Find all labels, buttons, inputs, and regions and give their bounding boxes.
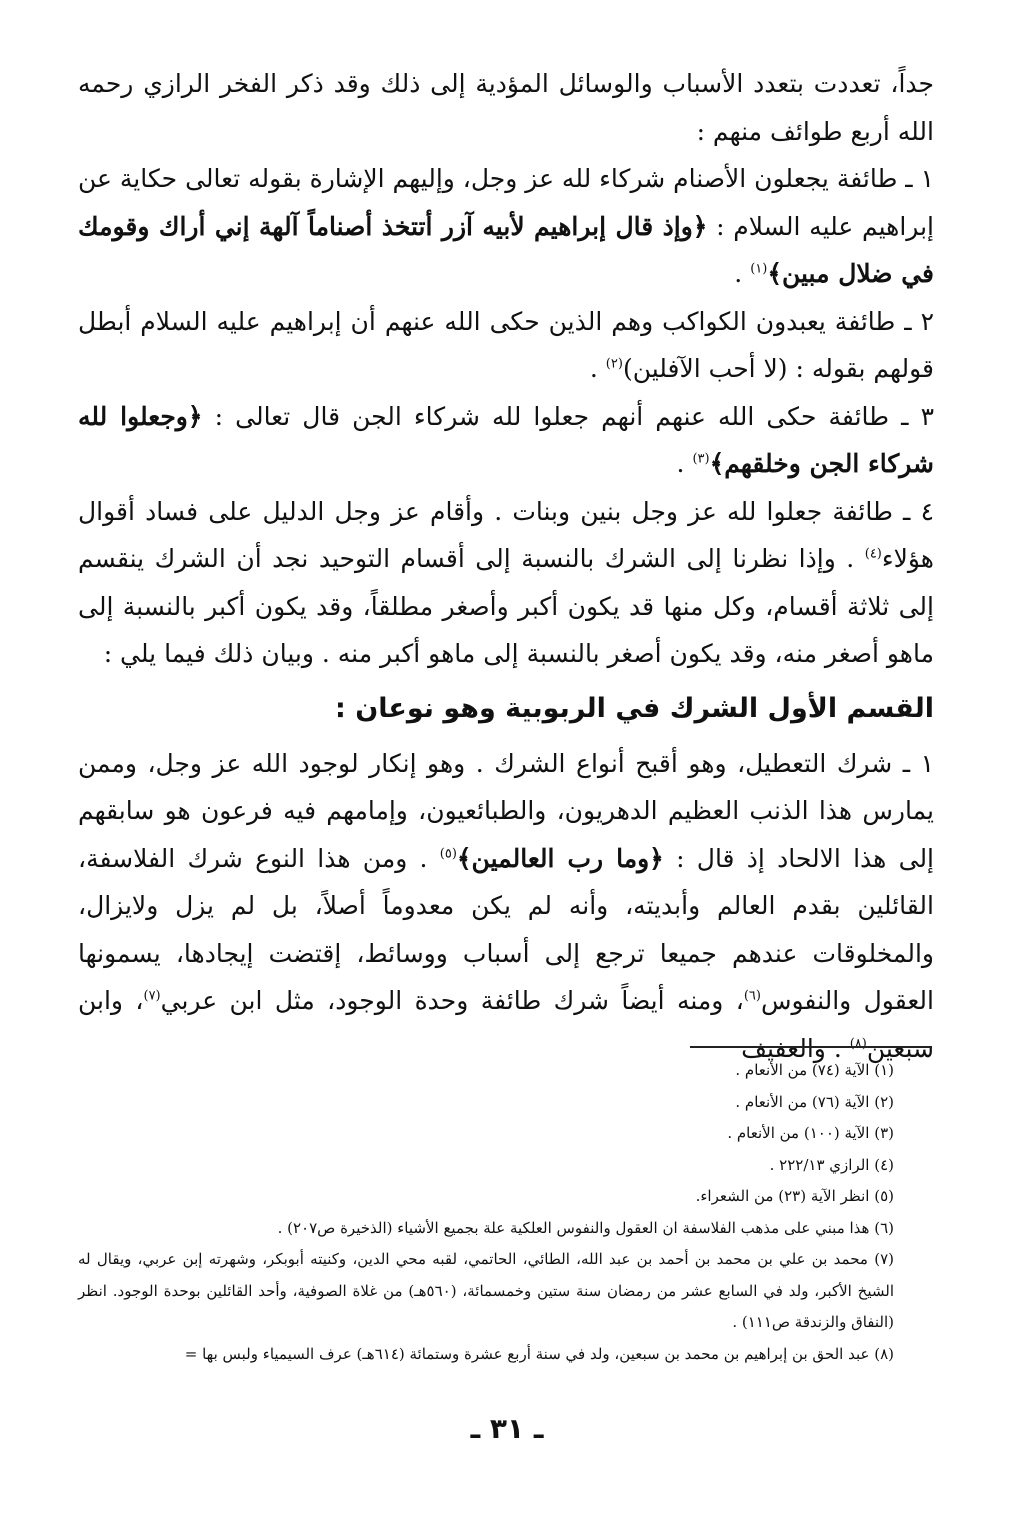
paragraph-group-4: ٤ ـ طائفة جعلوا لله عز وجل بنين وبنات . وأقام عز وجل الدليل على فساد أقوال هؤلاء$^{(٤)}$ . وإذا نظرنا إلى الشرك بالنسبة إلى أقسام التوحيد نجد أن الشرك ينقسم إلى ثلاثة أقسام، وكل منها قد يكون أكبر وأصغر مطلقاً، وقد يكون أكبر بالنسبة إلى ماهو أصغر منه، وقد يكون أصغر بالنسبة إلى ماهو أكبر منه . وبيان ذلك فيما يلي : <box>78 496 934 668</box>
footnote-ref[interactable]: (٦) <box>743 988 761 1004</box>
footnote-1: (١) الآية (٧٤) من الأنعام . <box>735 1061 894 1079</box>
footnote-ref[interactable]: (٧) <box>143 988 161 1004</box>
footnote-ref[interactable]: (٣) <box>692 451 710 467</box>
paragraph-group-1: ١ ـ طائفة يجعلون الأصنام شركاء لله عز وجل، وإليهم الإشارة بقوله تعالى حكاية عن إبراهيم عليه السلام : ﴿وإذ قال إبراهيم لأبيه آزر أتتخذ أصناماً آلهة إني أراك وقومك في ضلال مبين﴾$^{(١)}$ . <box>78 164 934 288</box>
footnote-ref[interactable]: (٨) <box>849 1036 867 1052</box>
paragraph-group-3: ٣ ـ طائفة حكى الله عنهم أنهم جعلوا لله شركاء الجن قال تعالى : ﴿وجعلوا لله شركاء الجن وخلقهم﴾$^{(٣)}$ . <box>78 401 934 478</box>
footnote-2: (٢) الآية (٧٦) من الأنعام . <box>735 1092 894 1111</box>
paragraph-ta3til: ١ ـ شرك التعطيل، وهو أقبح أنواع الشرك . وهو إنكار لوجود الله عز وجل، وممن يمارس هذا الذنب العظيم الدهريون، والطبائعيون، وإمامهم فيه فرعون هو سابقهم إلى هذا الالحاد إذ قال : ﴿وما رب العالمين﴾$^{(٥)}$ . ومن هذا النوع شرك الفلاسفة، القائلين بقدم العالم وأبديته، وأنه لم يكن معدوماً أصلاً، بل لم يزل ولايزال، والمخلوقات عندهم جميعا ترجع إلى أسباب ووسائط، إقتضت إيجادها، يسمونها العقول والنفوس$^{(٦)}$، ومنه أيضاً شرك طائفة وحدة الوجود، مثل ابن عربي$^{(٧)}$، وابن سبعين$^{(٨)}$ . والعفيف <box>78 748 935 1063</box>
quran-quote: ﴿وجعلوا لله شركاء الجن وخلقهم﴾ <box>78 401 934 478</box>
page-number: ـ ٣١ ـ <box>470 1412 544 1445</box>
footnote-4: (٤) الرازي ٢٢٢/١٣ . <box>769 1155 894 1174</box>
footnote-3: (٣) الآية (١٠٠) من الأنعام . <box>727 1124 894 1142</box>
footnote-divider <box>690 1046 932 1048</box>
footnote-ref[interactable]: (٤) <box>864 546 882 562</box>
footnotes <box>78 1055 934 1370</box>
quran-quote: ﴿وإذ قال إبراهيم لأبيه آزر أتتخذ أصناماً آلهة إني أراك وقومك في ضلال مبين﴾ <box>78 211 934 288</box>
footnote-ref[interactable]: (٢) <box>605 356 623 372</box>
paragraph-group-2: ٢ ـ طائفة يعبدون الكواكب وهم الذين حكى الله عنهم أن إبراهيم عليه السلام أبطل قولهم بقوله : (لا أحب الآفلين)$^{(٢)}$ . <box>78 306 934 383</box>
footnote-5: (٥) انظر الآية (٢٣) من الشعراء. <box>695 1187 894 1205</box>
quran-quote: ﴿وما رب العالمين﴾ <box>456 843 664 873</box>
footnote-7: (٧) محمد بن علي بن محمد بن أحمد بن عبد الله، الطائي، الحاتمي، لقبه محي الدين، وكنيته أبوبكر، وشهرته إبن عربي، ويقال له الشيخ الأكبر، ولد في السابع عشر من رمضان سنة ستين وخمسمائة، (٥٦٠هـ) من غلاة الصوفية، وأحد القائلين بوحدة الوجود. انظر (النفاق والزندقة ص١١١) . <box>78 1250 894 1331</box>
footnote-8: (٨) عبد الحق بن إبراهيم بن محمد بن سبعين، ولد في سنة أربع عشرة وستمائة (٦١٤هـ) عرف السيمياء ولبس بها = <box>184 1344 894 1363</box>
footnote-6: (٦) هذا مبني على مذهب الفلاسفة ان العقول والنفوس العلكية علة بجميع الأشياء (الذخيرة ص٢٠٧) . <box>277 1218 894 1237</box>
main-text <box>78 60 934 1072</box>
paragraph-intro: جداً، تعددت بتعدد الأسباب والوسائل المؤدية إلى ذلك وقد ذكر الفخر الرازي رحمه الله أربع طوائف منهم : <box>78 69 934 146</box>
section-heading: القسم الأول الشرك في الربوبية وهو نوعان : <box>335 692 934 724</box>
footnote-ref[interactable]: (٥) <box>439 846 457 862</box>
footnote-ref[interactable]: (١) <box>750 261 768 277</box>
